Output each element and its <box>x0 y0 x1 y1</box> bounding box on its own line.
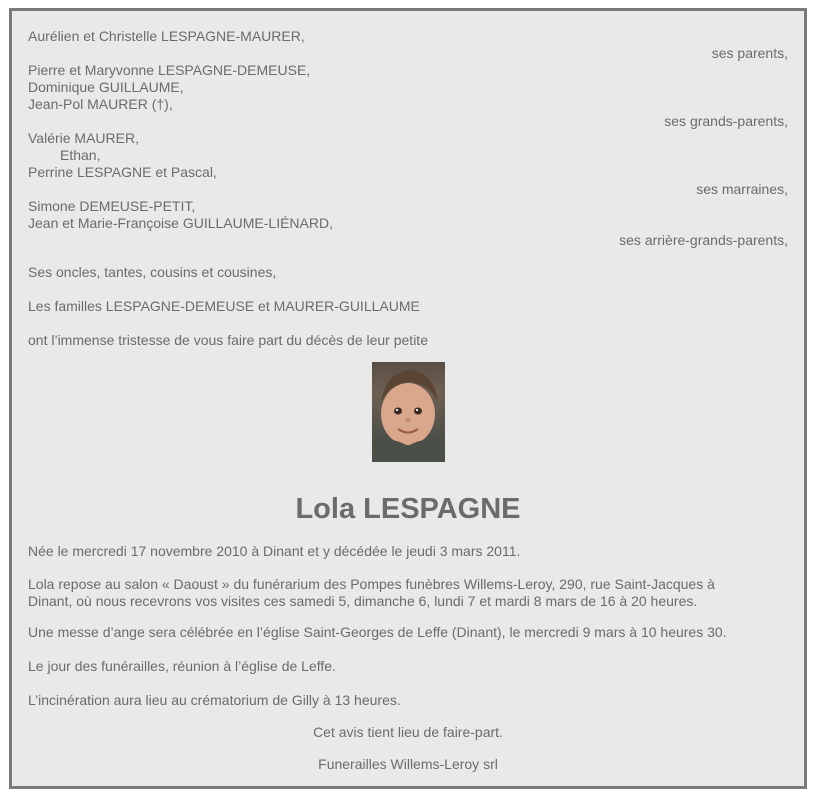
greatgrandparents-line-1: Simone DEMEUSE-PETIT, <box>28 198 196 214</box>
mass-line: Une messe d’ange sera célébrée en l’église Saint-Georges de Leffe (Dinant), le mercredi 9 mars à 10 heures 30. <box>28 624 727 640</box>
godmothers-line-3: Perrine LESPAGNE et Pascal, <box>28 164 217 180</box>
parents-role: ses parents, <box>711 45 788 61</box>
birth-death-line: Née le mercredi 17 novembre 2010 à Dinant et y décédée le jeudi 3 mars 2011. <box>28 543 521 559</box>
notice-line: Cet avis tient lieu de faire-part. <box>313 724 503 740</box>
families-line: Les familles LESPAGNE-DEMEUSE et MAURER-GUILLAUME <box>28 298 420 314</box>
obituary-notice <box>9 8 807 789</box>
godmothers-line-2: Ethan, <box>60 147 101 163</box>
funeral-day-line: Le jour des funérailles, réunion à l’église de Leffe. <box>28 658 336 674</box>
deceased-name: Lola LESPAGNE <box>295 493 521 525</box>
grandparents-line-3: Jean-Pol MAURER (†), <box>28 96 173 112</box>
parents-names: Aurélien et Christelle LESPAGNE-MAURER, <box>28 28 305 44</box>
greatgrandparents-line-2: Jean et Marie-Françoise GUILLAUME-LIÉNARD, <box>28 215 333 231</box>
rest-line-2: Dinant, où nous recevrons vos visites ces samedi 5, dimanche 6, lundi 7 et mardi 8 mars de 16 à 20 heures. <box>28 593 698 609</box>
godmothers-role: ses marraines, <box>696 181 788 197</box>
grandparents-role: ses grands-parents, <box>664 113 788 129</box>
undertaker-line: Funerailles Willems-Leroy srl <box>318 756 498 772</box>
grandparents-line-2: Dominique GUILLAUME, <box>28 79 184 95</box>
grandparents-line-1: Pierre et Maryvonne LESPAGNE-DEMEUSE, <box>28 62 311 78</box>
relatives-line: Ses oncles, tantes, cousins et cousines, <box>28 264 277 280</box>
announcement-line: ont l’immense tristesse de vous faire part du décès de leur petite <box>28 332 428 348</box>
godmothers-line-1: Valérie MAURER, <box>28 130 139 146</box>
rest-line-1: Lola repose au salon « Daoust » du funérarium des Pompes funèbres Willems-Leroy, 290, rue Saint-Jacques à <box>28 576 715 592</box>
cremation-line: L’incinération aura lieu au crématorium de Gilly à 13 heures. <box>28 692 401 708</box>
greatgrandparents-role: ses arrière-grands-parents, <box>619 232 788 248</box>
portrait-photo <box>372 362 445 462</box>
